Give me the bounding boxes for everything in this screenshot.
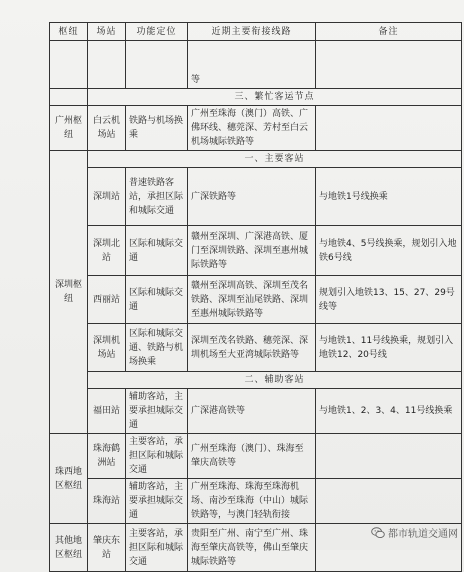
- station-name: 珠海站: [88, 479, 126, 524]
- function-text: 普速铁路客站，承担区际和城际交通: [126, 168, 188, 226]
- hub-name: 广州枢纽: [50, 106, 88, 151]
- lines-text: 广深铁路等: [188, 168, 316, 226]
- remark-text: [316, 479, 462, 524]
- remark-text: 与地铁1、11号线换乘，规划引入地铁12、20号线: [316, 324, 462, 372]
- function-text: 辅助客站，主要承担城际交通: [126, 389, 188, 434]
- section-row: [50, 89, 462, 106]
- function-text: 辅助客站，主要承担城际交通: [126, 479, 188, 524]
- remark-text: [316, 434, 462, 479]
- lines-text: 深圳至茂名铁路、穗莞深、深圳机场至大亚湾城际铁路等: [188, 324, 316, 372]
- remark-text: 规划引入地铁13、15、27、29号线等: [316, 276, 462, 324]
- subsection-row: [50, 372, 462, 389]
- remark-text: 与地铁1、2、3、4、11号线换乘: [316, 389, 462, 434]
- hub-name: 深圳枢纽: [50, 151, 88, 434]
- station-name: 肇庆东站: [88, 524, 126, 572]
- lines-text: 广深港高铁等: [188, 389, 316, 434]
- section-title: 三、繁忙客运节点: [88, 89, 462, 106]
- remark-text: 与地铁4、5号线换乘，规划引入地铁6号线: [316, 226, 462, 276]
- hub-name: 珠西地区枢纽: [50, 434, 88, 524]
- header-function: 功能定位: [126, 23, 188, 41]
- cell-lines: 等: [188, 41, 316, 89]
- table-row: [50, 168, 462, 226]
- cell: [126, 41, 188, 89]
- table-row: [50, 479, 462, 524]
- header-station: 场站: [88, 23, 126, 41]
- wechat-icon: [371, 526, 385, 540]
- lines-text: 赣州至深圳高铁、深圳至茂名铁路、深圳至汕尾铁路、深圳至惠州城际铁路等: [188, 276, 316, 324]
- table-row: [50, 226, 462, 276]
- header-remark: 备注: [316, 23, 462, 41]
- table-row: [50, 106, 462, 151]
- lines-text: 赣州至深圳、广深港高铁、厦门至深圳铁路、深圳至惠州城际铁路等: [188, 226, 316, 276]
- cell: [316, 41, 462, 89]
- remark-text: [316, 106, 462, 151]
- function-text: 区际和城际交通: [126, 276, 188, 324]
- table-row: [50, 324, 462, 372]
- table-row: [50, 276, 462, 324]
- watermark: [371, 525, 458, 540]
- function-text: 铁路与机场换乘: [126, 106, 188, 151]
- station-name: 深圳站: [88, 168, 126, 226]
- cell: [50, 41, 88, 89]
- station-name: 深圳北站: [88, 226, 126, 276]
- lines-text: 广州至珠海（澳门）、珠海至肇庆高铁等: [188, 434, 316, 479]
- table-row: [50, 389, 462, 434]
- table-row: [50, 41, 462, 89]
- table-row: [50, 434, 462, 479]
- function-text: 区际和城际交通、铁路与机场换乘: [126, 324, 188, 372]
- lines-text: 广州至珠海、珠海至珠海机场、南沙至珠海（中山）城际铁路等，与澳门轻轨衔接: [188, 479, 316, 524]
- subsection-title: 二、辅助客站: [88, 372, 462, 389]
- lines-text: 贵阳至广州、南宁至广州、珠海至肇庆高铁等，佛山至肇庆城际铁路等: [188, 524, 316, 572]
- station-name: 白云机场站: [88, 106, 126, 151]
- function-text: 主要客站，承担区际和城际交通: [126, 434, 188, 479]
- lines-text: 广州至珠海（澳门）高铁、广佛环线、穗莞深、芳村至白云机场城际铁路等: [188, 106, 316, 151]
- hub-name: 其他地区枢纽: [50, 524, 88, 572]
- station-name: 珠海鹤洲站: [88, 434, 126, 479]
- cell: [88, 41, 126, 89]
- cell: [50, 89, 88, 106]
- station-name: 西丽站: [88, 276, 126, 324]
- station-name: 福田站: [88, 389, 126, 434]
- header-hub: 枢纽: [50, 23, 88, 41]
- header-lines: 近期主要衔接线路: [188, 23, 316, 41]
- table-header-row: [50, 23, 462, 41]
- station-name: 深圳机场站: [88, 324, 126, 372]
- remark-text: 与地铁1号线换乘: [316, 168, 462, 226]
- function-text: 区际和城际交通: [126, 226, 188, 276]
- subsection-row: [50, 151, 462, 168]
- watermark-text: 都市轨道交通网: [388, 529, 458, 540]
- subsection-title: 一、主要客站: [88, 151, 462, 168]
- station-table: [49, 22, 462, 572]
- function-text: 主要客站，承担区际和城际交通: [126, 524, 188, 572]
